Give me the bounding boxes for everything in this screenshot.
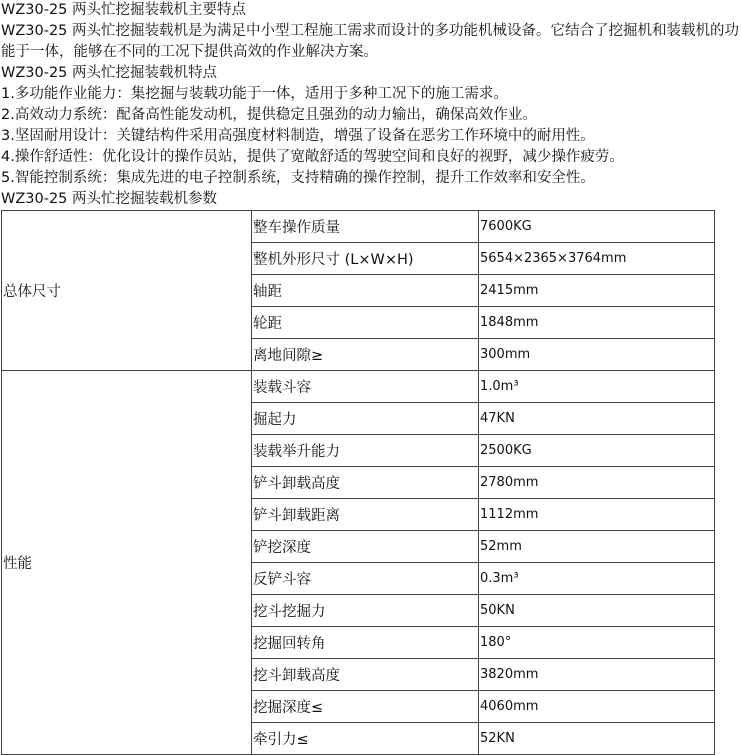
param-value: 7600KG — [479, 211, 715, 243]
param-name: 掘起力 — [252, 403, 479, 435]
param-name: 牵引力≤ — [252, 723, 479, 755]
param-name: 挖掘回转角 — [252, 627, 479, 659]
param-name: 离地间隙≥ — [252, 339, 479, 371]
table-row — [2, 211, 715, 243]
params-heading: WZ30-25 两头忙挖掘装载机参数 — [1, 191, 218, 207]
group-label: 性能 — [2, 371, 252, 755]
spec-table — [1, 210, 715, 755]
param-value: 4060mm — [479, 691, 715, 723]
param-value: 1112mm — [479, 499, 715, 531]
feature-item: 1.多功能作业能力：集挖掘与装载功能于一体，适用于多种工况下的施工需求。 — [1, 86, 508, 102]
param-value: 2415mm — [479, 275, 715, 307]
feature-item: 3.坚固耐用设计：关键结构件采用高强度材料制造，增强了设备在恶劣工作环境中的耐用性。 — [1, 128, 595, 144]
param-value: 52mm — [479, 531, 715, 563]
intro-paragraph: WZ30-25 两头忙挖掘装载机是为满足中小型工程施工需求而设计的多功能机械设备。它结合了挖掘机和装载机的功能于一体，能够在不同的工况下提供高效的作业解决方案。 — [1, 23, 740, 60]
table-row — [2, 371, 715, 403]
param-name: 铲挖深度 — [252, 531, 479, 563]
param-value: 2500KG — [479, 435, 715, 467]
param-value: 47KN — [479, 403, 715, 435]
param-name: 铲斗卸载距离 — [252, 499, 479, 531]
param-value: 52KN — [479, 723, 715, 755]
main-features-heading: WZ30-25 两头忙挖掘装载机主要特点 — [1, 2, 247, 18]
param-value: 1848mm — [479, 307, 715, 339]
param-name: 整车操作质量 — [252, 211, 479, 243]
param-value: 1.0m³ — [479, 371, 715, 403]
param-name: 挖掘深度≤ — [252, 691, 479, 723]
param-name: 轴距 — [252, 275, 479, 307]
param-name: 整机外形尺寸 (L×W×H) — [252, 243, 479, 275]
param-value: 180° — [479, 627, 715, 659]
param-name: 反铲斗容 — [252, 563, 479, 595]
features-heading: WZ30-25 两头忙挖掘装载机特点 — [1, 65, 218, 81]
feature-item: 4.操作舒适性：优化设计的操作员站，提供了宽敞舒适的驾驶空间和良好的视野，减少操作疲劳。 — [1, 149, 624, 165]
param-value: 3820mm — [479, 659, 715, 691]
param-name: 铲斗卸载高度 — [252, 467, 479, 499]
param-value: 0.3m³ — [479, 563, 715, 595]
feature-item: 2.高效动力系统：配备高性能发动机，提供稳定且强劲的动力输出，确保高效作业。 — [1, 107, 537, 123]
param-value: 5654×2365×3764mm — [479, 243, 715, 275]
document — [0, 0, 741, 210]
param-value: 300mm — [479, 339, 715, 371]
param-name: 挖斗挖掘力 — [252, 595, 479, 627]
param-name: 装载举升能力 — [252, 435, 479, 467]
feature-item: 5.智能控制系统：集成先进的电子控制系统，支持精确的操作控制，提升工作效率和安全性。 — [1, 170, 595, 186]
param-value: 50KN — [479, 595, 715, 627]
group-label: 总体尺寸 — [2, 211, 252, 371]
param-name: 轮距 — [252, 307, 479, 339]
param-name: 装载斗容 — [252, 371, 479, 403]
param-value: 2780mm — [479, 467, 715, 499]
param-name: 挖斗卸载高度 — [252, 659, 479, 691]
